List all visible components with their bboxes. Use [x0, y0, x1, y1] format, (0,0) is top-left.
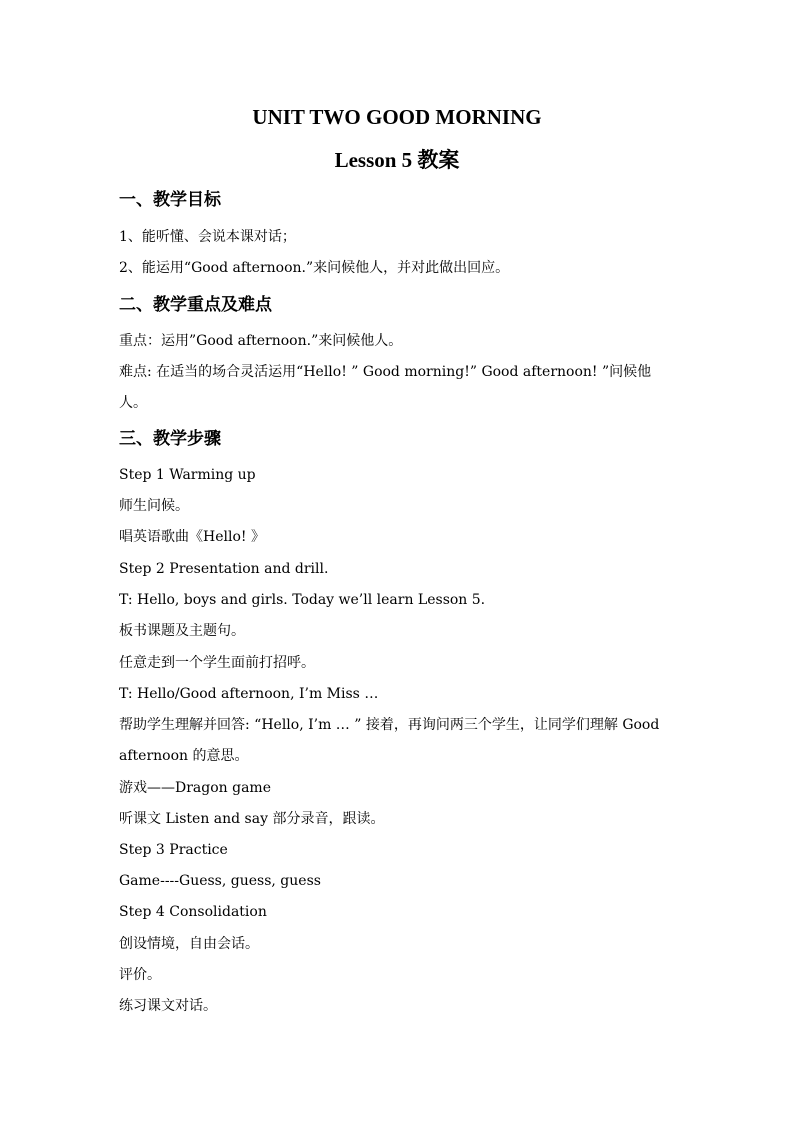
step-line: 评价。 — [119, 967, 161, 983]
step-line: 板书课题及主题句。 — [119, 623, 245, 639]
key-point-line: 重点：运用”Good afternoon.”来问候他人。 — [119, 333, 403, 349]
step-line: Step 3 Practice — [119, 842, 228, 858]
section-heading-steps: 三、教学步骤 — [119, 429, 221, 449]
document-title: UNIT TWO GOOD MORNING — [252, 105, 542, 129]
step-line: 创设情境，自由会话。 — [119, 936, 259, 952]
step-line: 唱英语歌曲《Hello! 》 — [119, 529, 265, 545]
difficulty-line-continued: 人。 — [119, 395, 147, 411]
step-line: 任意走到一个学生面前打招呼。 — [119, 655, 315, 671]
section-heading-objectives: 一、教学目标 — [119, 190, 221, 210]
step-line: T: Hello/Good afternoon, I’m Miss … — [119, 686, 379, 702]
step-line: 游戏——Dragon game — [119, 780, 271, 796]
step-line: T: Hello, boys and girls. Today we’ll learn Lesson 5. — [119, 592, 486, 608]
step-line: Game----Guess, guess, guess — [119, 873, 321, 889]
section-heading-key-points: 二、教学重点及难点 — [119, 295, 272, 315]
step-line: Step 1 Warming up — [119, 467, 256, 483]
objective-line: 2、能运用“Good afternoon.”来问候他人，并对此做出回应。 — [119, 260, 510, 276]
step-line: 练习课文对话。 — [119, 998, 217, 1014]
difficulty-line: 难点: 在适当的场合灵活运用“Hello! ” Good morning!” Good afternoon! ”问候他 — [119, 364, 652, 380]
step-line: 听课文 Listen and say 部分录音，跟读。 — [119, 811, 385, 827]
step-line: 帮助学生理解并回答: “Hello, I’m … ” 接着，再询问两三个学生，让同学们理解 Good — [119, 717, 660, 733]
step-line: Step 2 Presentation and drill. — [119, 561, 329, 577]
objective-line: 1、能听懂、会说本课对话； — [119, 229, 296, 245]
step-line: 师生问候。 — [119, 498, 189, 514]
step-line: Step 4 Consolidation — [119, 904, 267, 920]
document-subtitle: Lesson 5 教案 — [334, 148, 460, 172]
step-line: afternoon 的意思。 — [119, 748, 249, 764]
